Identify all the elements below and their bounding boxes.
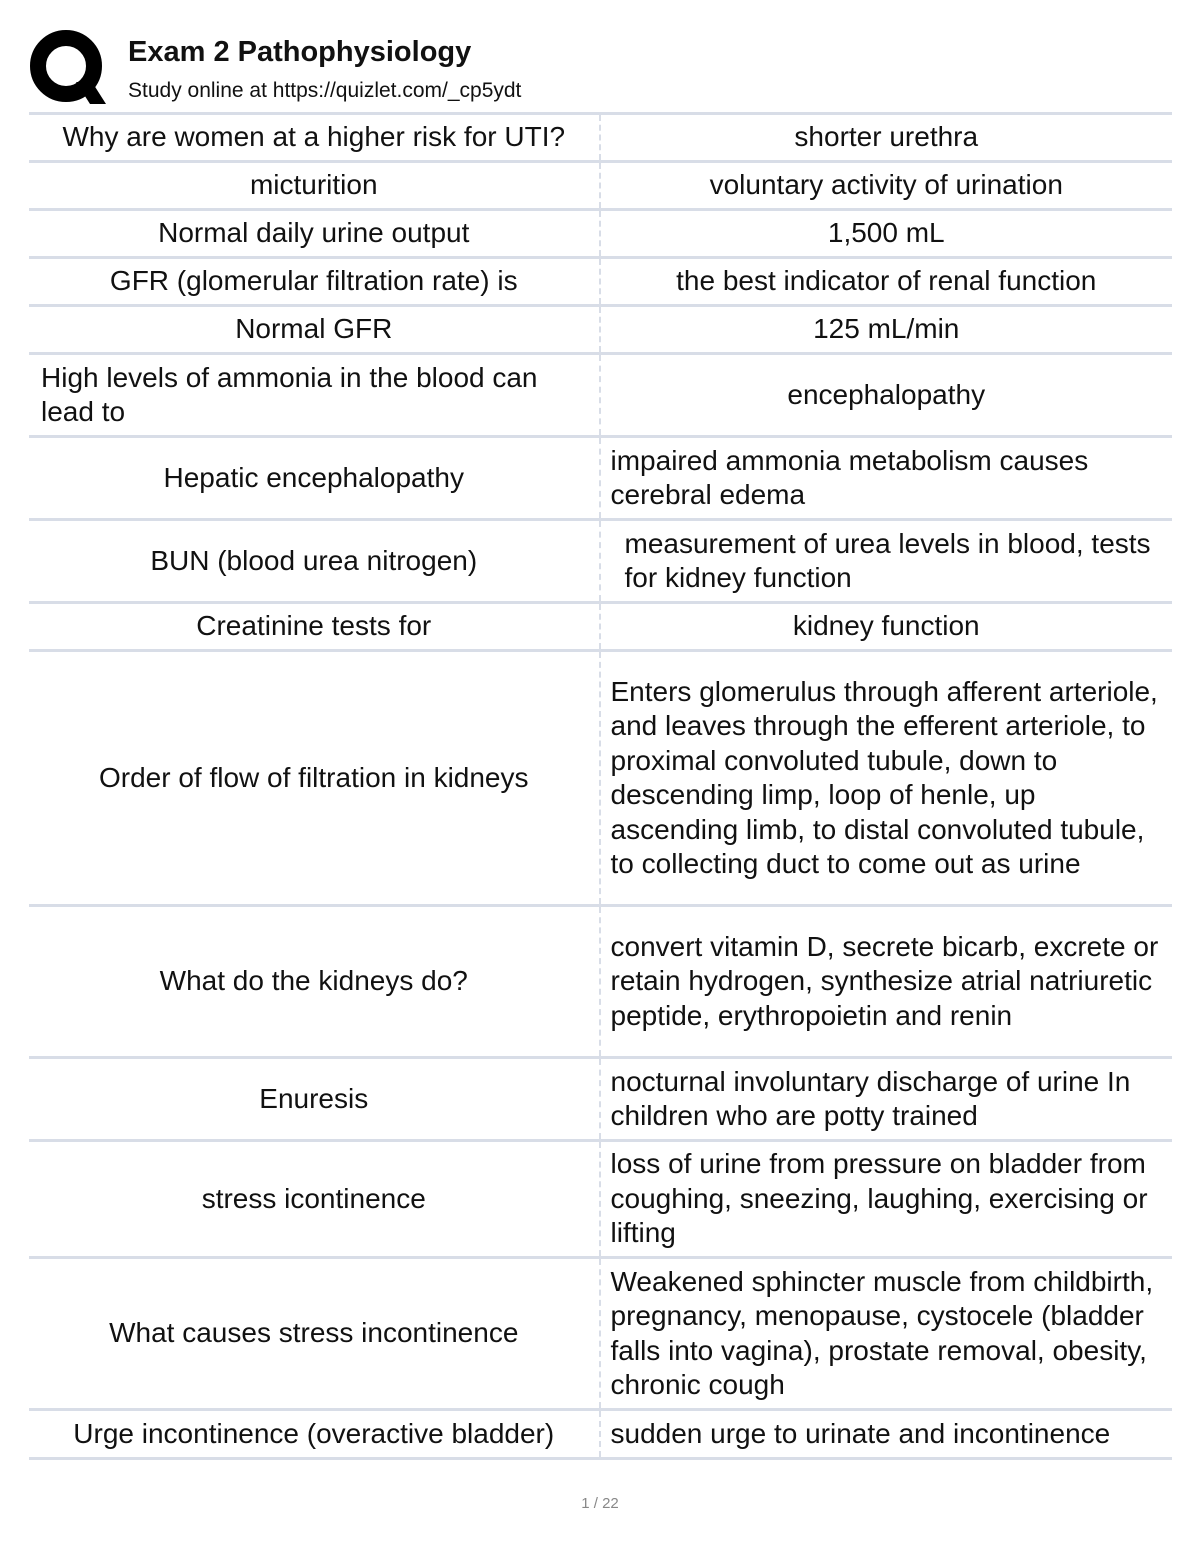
term-cell: micturition xyxy=(29,163,601,208)
term-cell: Creatinine tests for xyxy=(29,604,601,649)
term-cell: Urge incontinence (overactive bladder) xyxy=(29,1411,601,1457)
study-online-link[interactable]: Study online at https://quizlet.com/_cp5ydt xyxy=(128,79,522,102)
table-row xyxy=(29,208,1172,256)
table-row xyxy=(29,256,1172,304)
definition-cell: Enters glomerulus through afferent arteriole, and leaves through the efferent arteriole, to proximal convoluted tubule, down to descending limp, loop of henle, up ascending limb, to distal convoluted tubule, to collecting duct to come out as urine xyxy=(610,675,1158,879)
term-cell: High levels of ammonia in the blood can lead to xyxy=(29,355,601,435)
document-title: Exam 2 Pathophysiology xyxy=(128,36,472,68)
definition-cell: voluntary activity of urination xyxy=(709,169,1063,201)
definition-cell: measurement of urea levels in blood, tests for kidney function xyxy=(624,527,1151,593)
flashcard-table xyxy=(29,112,1172,1460)
term-cell: GFR (glomerular filtration rate) is xyxy=(29,259,601,304)
term-cell: Normal daily urine output xyxy=(29,211,601,256)
term-cell: Enuresis xyxy=(29,1059,601,1139)
definition-cell: Weakened sphincter muscle from childbirth, pregnancy, menopause, cystocele (bladder falls into vagina), prostate removal, obesity, chronic cough xyxy=(610,1265,1154,1400)
table-row xyxy=(29,435,1172,518)
term-cell: stress icontinence xyxy=(29,1142,601,1256)
definition-cell: 1,500 mL xyxy=(827,217,945,249)
table-row xyxy=(29,160,1172,208)
table-row xyxy=(29,1056,1172,1139)
definition-cell: sudden urge to urinate and incontinence xyxy=(610,1417,1111,1449)
definition-cell: loss of urine from pressure on bladder from coughing, sneezing, laughing, exercising or lifting xyxy=(610,1148,1148,1249)
term-cell: What causes stress incontinence xyxy=(29,1259,601,1408)
term-cell: BUN (blood urea nitrogen) xyxy=(29,521,601,601)
definition-cell: the best indicator of renal function xyxy=(676,265,1097,297)
definition-cell: kidney function xyxy=(792,610,980,642)
definition-cell: 125 mL/min xyxy=(813,313,960,345)
definition-cell: nocturnal involuntary discharge of urine In children who are potty trained xyxy=(610,1065,1131,1131)
definition-cell: impaired ammonia metabolism causes cerebral edema xyxy=(610,444,1089,510)
definition-cell: encephalopathy xyxy=(787,378,986,410)
table-row xyxy=(29,601,1172,649)
page-indicator: 1 / 22 xyxy=(581,1495,619,1512)
term-cell: Normal GFR xyxy=(29,307,601,352)
table-row xyxy=(29,518,1172,601)
quizlet-q-logo-icon xyxy=(28,28,108,108)
table-row xyxy=(29,304,1172,352)
term-cell: Hepatic encephalopathy xyxy=(29,438,601,518)
table-row xyxy=(29,1408,1172,1460)
term-cell: Why are women at a higher risk for UTI? xyxy=(29,115,601,160)
term-cell: Order of flow of filtration in kidneys xyxy=(29,652,601,904)
table-row xyxy=(29,649,1172,904)
table-row xyxy=(29,1256,1172,1408)
table-row xyxy=(29,904,1172,1056)
definition-cell: convert vitamin D, secrete bicarb, excrete or retain hydrogen, synthesize atrial natriuretic peptide, erythropoietin and renin xyxy=(610,930,1159,1031)
definition-cell: shorter urethra xyxy=(794,121,979,153)
term-cell: What do the kidneys do? xyxy=(29,907,601,1056)
table-row xyxy=(29,352,1172,435)
table-row xyxy=(29,1139,1172,1256)
table-row xyxy=(29,112,1172,160)
document-header xyxy=(28,28,1178,112)
